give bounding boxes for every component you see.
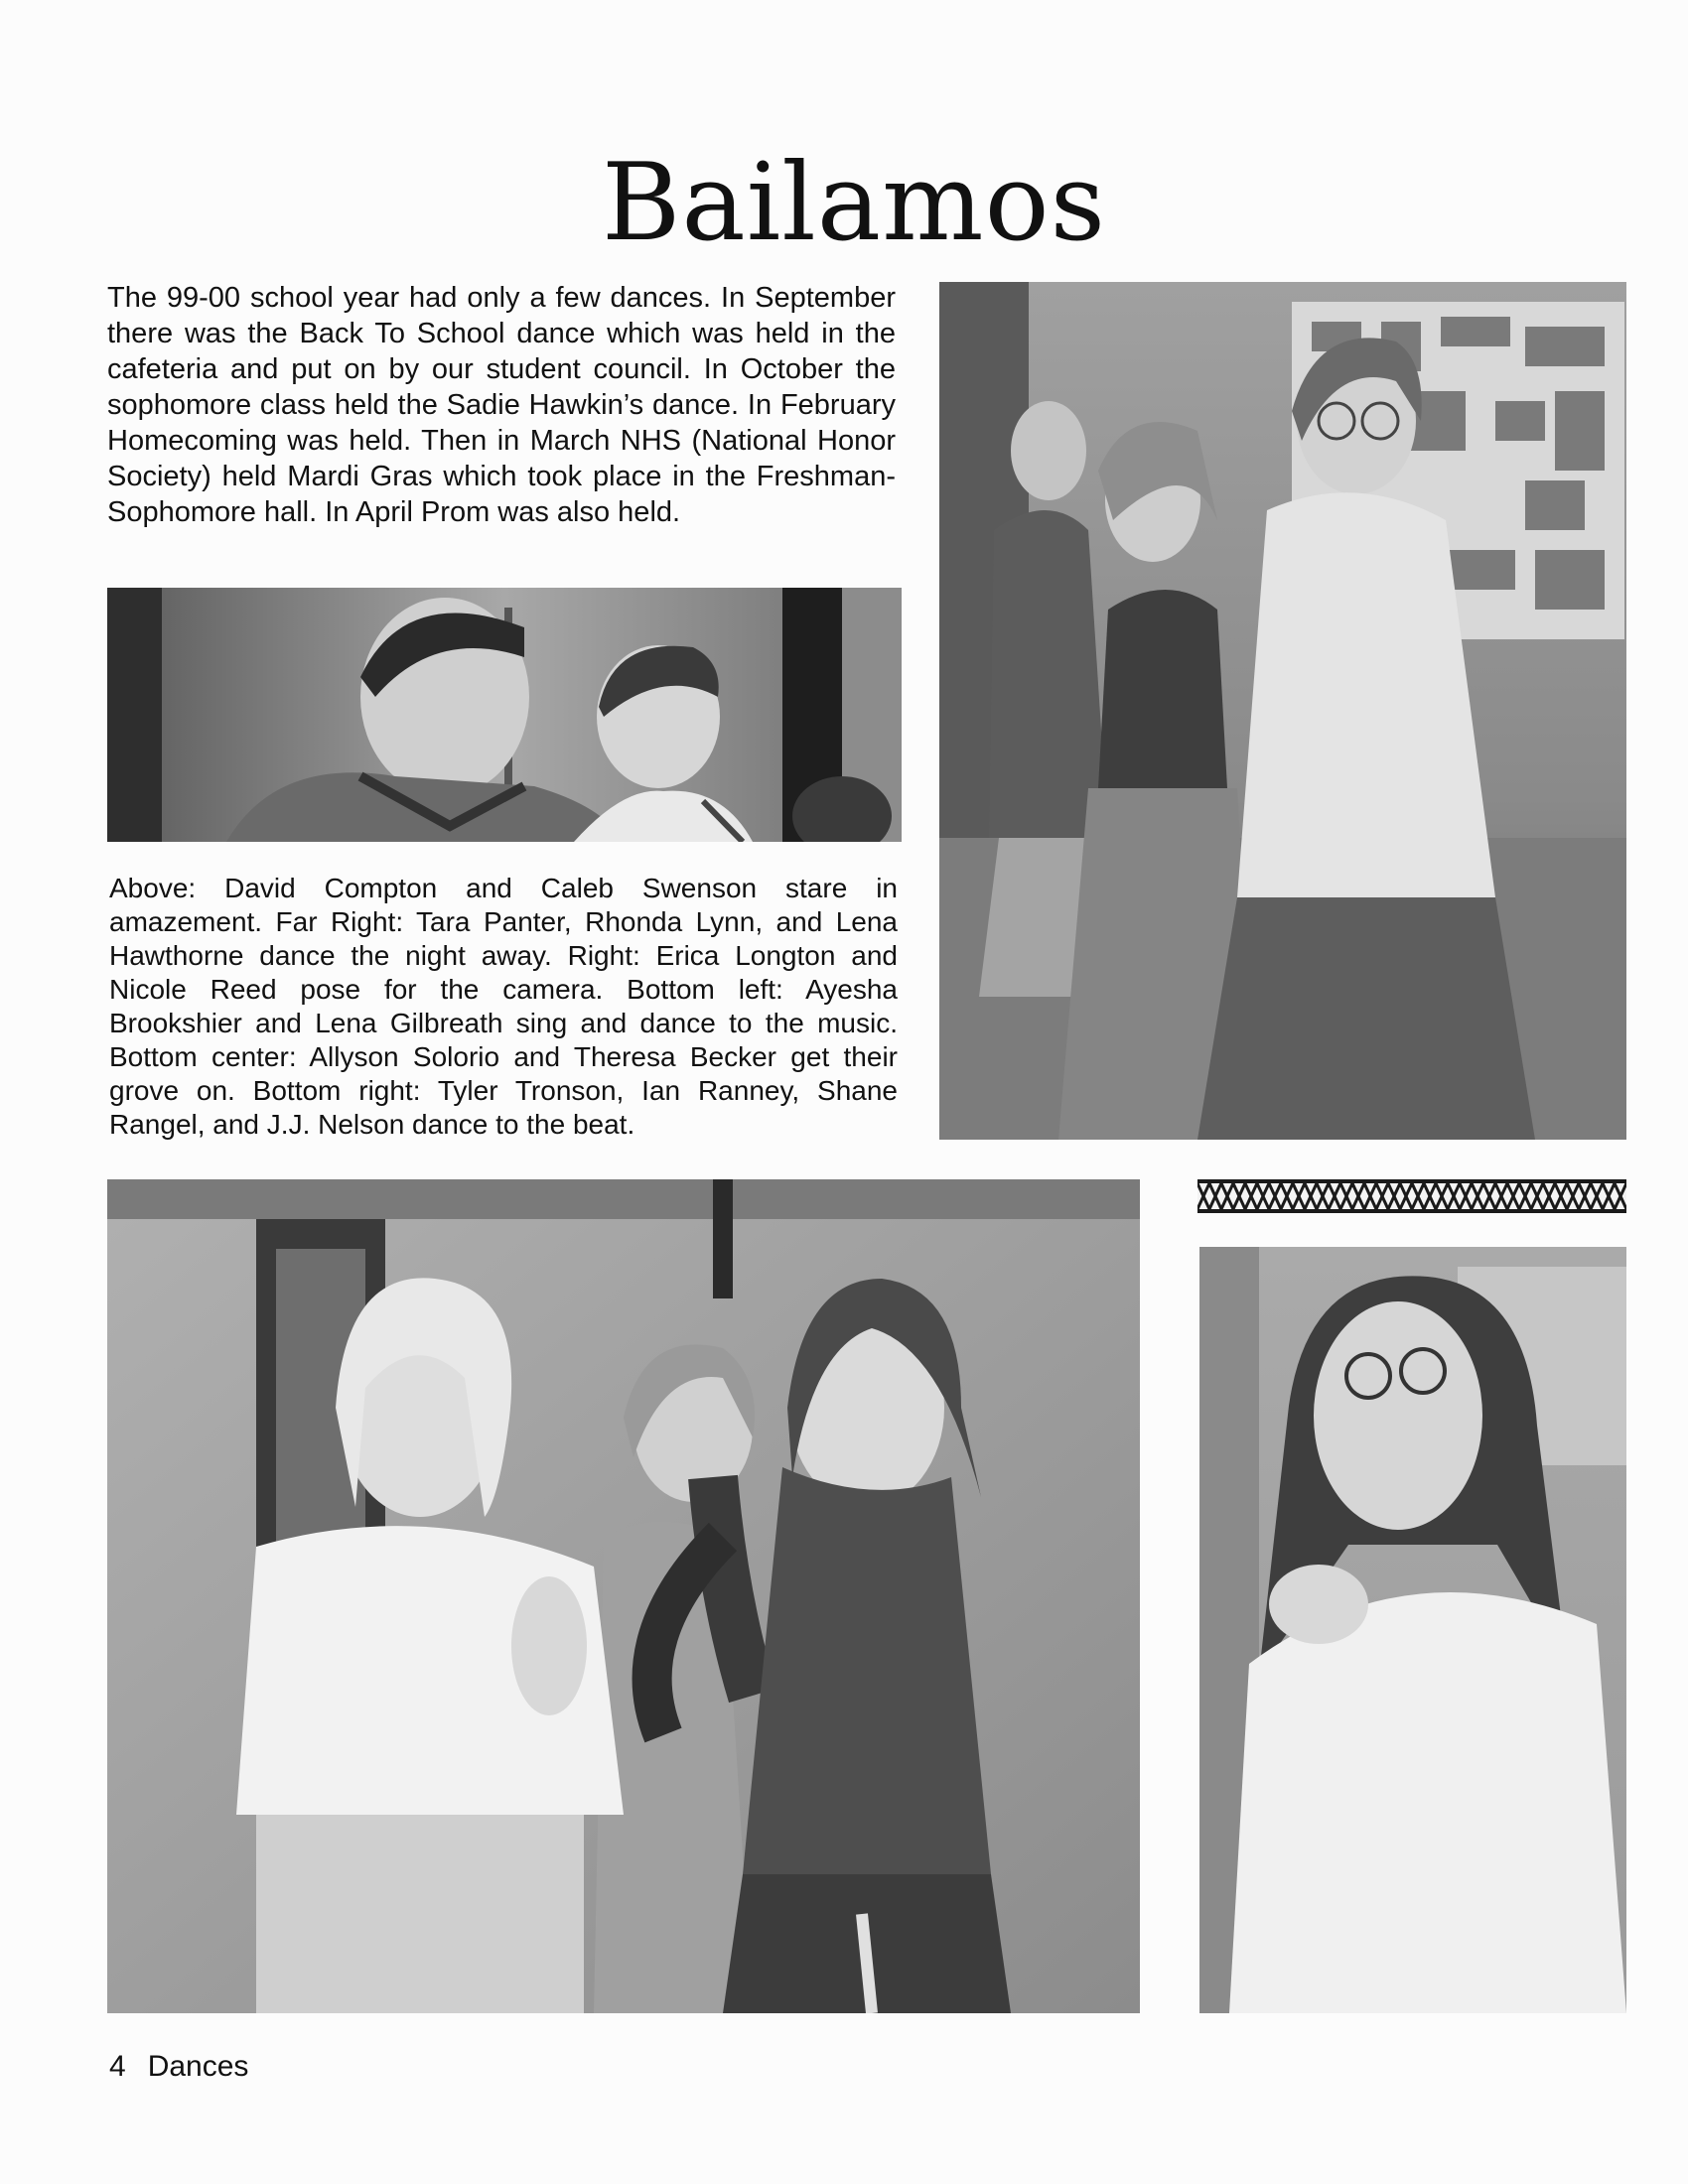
decorative-border-strip (1197, 1179, 1626, 1213)
photo-two-girls (107, 1179, 1140, 2013)
page-number: 4 (109, 2050, 126, 2083)
intro-paragraph: The 99-00 school year had only a few dances. In September there was the Back To School dance which was held in the cafeteria and put on by our student council. In October the sophomore class held the Sadie Hawkin’s dance. In February Homecoming was held. Then in March NHS (National Honor Society) held Mardi Gras which took place in the Freshman-Sophomore hall. In April Prom was also held. (107, 282, 896, 528)
photo-three-girls (939, 282, 1626, 1140)
page-title: Bailamos (601, 141, 1107, 265)
photo-two-boys (107, 588, 902, 842)
photo-girl-with-glasses (1199, 1247, 1626, 2013)
page-footer (109, 2047, 407, 2087)
photo-caption: Above: David Compton and Caleb Swenson stare in amazement. Far Right: Tara Panter, Rhonda Lynn, and Lena Hawthorne dance the night away. Right: Erica Longton and Nicole Reed pose for the camera. Bottom left: Ayesha Brookshier and Lena Gilbreath sing and dance to the music. Bottom center: Allyson Solorio and Theresa Becker get their grove on. Bottom right: Tyler Tronson, Ian Ranney, Shane Rangel, and J.J. Nelson dance to the beat. (109, 873, 898, 1140)
section-name: Dances (147, 2050, 249, 2083)
